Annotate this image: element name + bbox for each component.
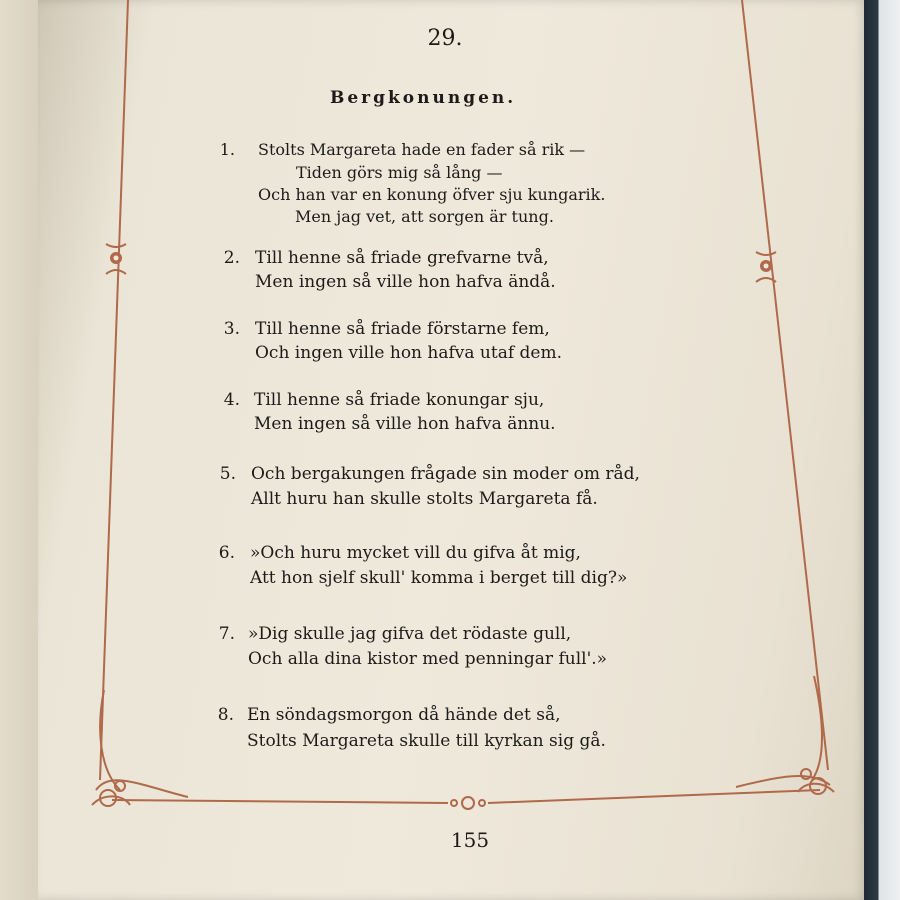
stanza-line: Men jag vet, att sorgen är tung. [295,207,554,226]
stanza-line: Men ingen så ville hon hafva ändå. [255,272,556,292]
stanza-line: Och alla dina kistor med penningar full'.» [248,649,608,669]
stanza-number: 1. [219,140,235,159]
stanza-line: Allt huru han skulle stolts Margareta få. [251,489,598,509]
stanza-line: Tiden görs mig så lång — [296,163,503,182]
stanza-number: 7. [218,624,235,644]
stanza-line: Och han var en konung öfver sju kungarik. [258,185,606,204]
stanza-number: 8. [217,705,234,725]
stanza-number: 2. [223,248,240,268]
poem-number: 29. [427,26,463,51]
stanza-line: »Dig skulle jag gifva det rödaste gull, [248,624,572,644]
stanza-line: Till henne så friade grefvarne två, [255,248,549,268]
stanza-line: Men ingen så ville hon hafva ännu. [254,414,556,434]
stanza-number: 3. [223,319,240,339]
stanza-number: 5. [219,464,236,484]
stanza-line: En söndagsmorgon då hände det så, [247,705,561,725]
stanza-line: Att hon sjelf skull' komma i berget till dig?» [250,568,628,588]
stanza-line: Stolts Margareta skulle till kyrkan sig gå. [247,731,606,751]
stanza-line: Och bergakungen frågade sin moder om råd, [251,464,640,484]
stanza-number: 4. [223,390,240,410]
poem-title: Bergkonungen. [330,88,517,108]
stanza-line: Och ingen ville hon hafva utaf dem. [255,343,563,363]
stanza-line: Stolts Margareta hade en fader så rik — [258,140,586,159]
stanza-line: »Och huru mycket vill du gifva åt mig, [250,543,581,563]
stanza-number: 6. [218,543,235,563]
stanza-line: Till henne så friade förstarne fem, [255,319,550,339]
page-number: 155 [450,828,490,852]
stanza-line: Till henne så friade konungar sju, [254,390,545,410]
